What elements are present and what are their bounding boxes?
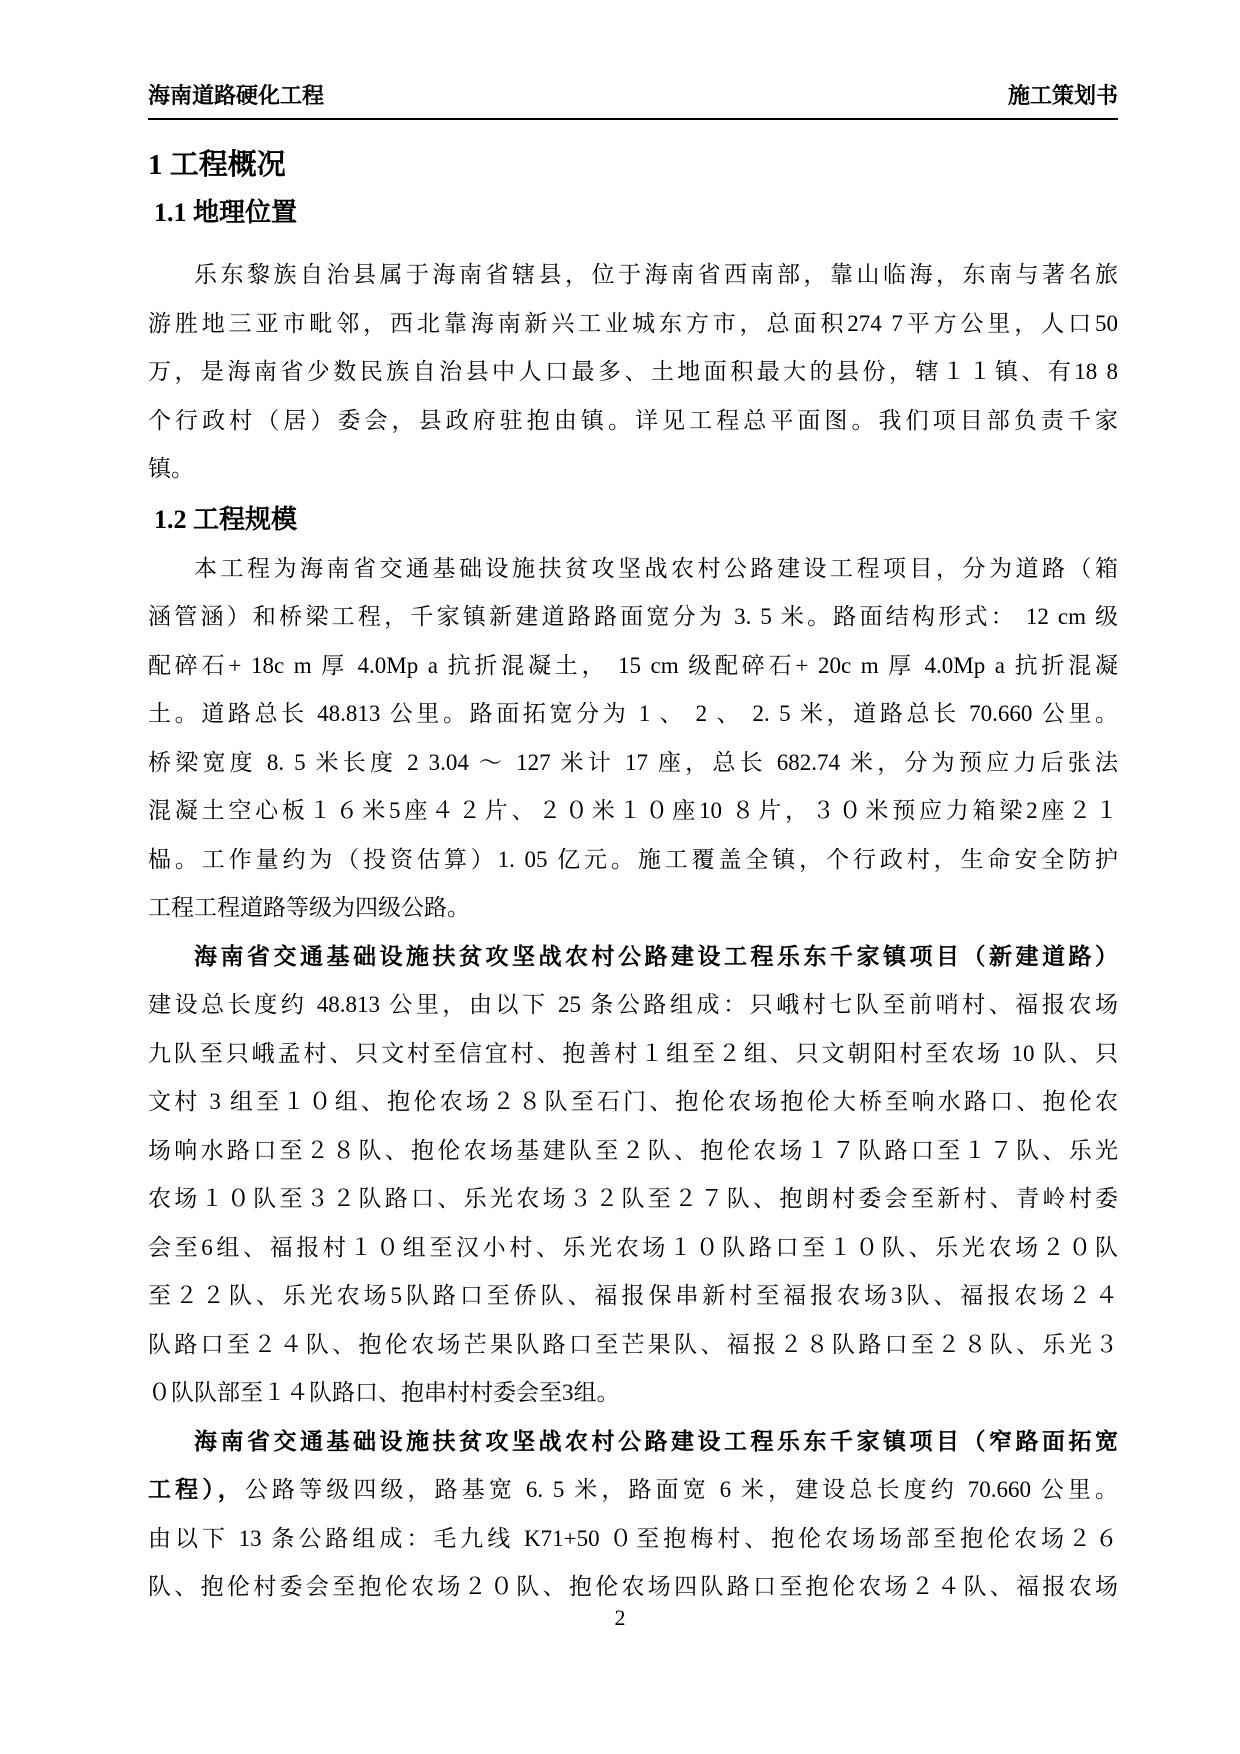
text-segment: 配碎石+ 18c m 厚 4.0Mp a 抗折混凝土， 15 cm 级配碎石+ 20c m 厚 4.0Mp a 抗折混凝 bbox=[148, 652, 1118, 678]
text-segment: 队、抱伦村委会至抱伦农场２０队、抱伦农场四队路口至抱伦农场２４队、福报农场 bbox=[148, 1574, 1118, 1599]
text-line bbox=[148, 739, 1118, 788]
text-line bbox=[148, 1466, 1118, 1515]
text-line bbox=[148, 1175, 1118, 1224]
text-line bbox=[148, 300, 1118, 349]
text-segment: 万，是海南省少数民族自治县中人口最多、土地面积最大的县份，辖１１镇、有18 8 bbox=[148, 359, 1118, 384]
text-line bbox=[148, 787, 1118, 836]
text-segment: 乐东黎族自治县属于海南省辖县，位于海南省西南部，靠山临海，东南与著名旅 bbox=[194, 262, 1118, 287]
text-segment: 场响水路口至２８队、抱伦农场基建队至２队、抱伦农场１７队路口至１７队、乐光 bbox=[148, 1137, 1118, 1163]
text-segment: 土。道路总长 48.813 公里。路面拓宽分为 1 、 2 、 2. 5 米，道路总长 70.660 公里。 bbox=[148, 701, 1118, 726]
text-segment: 建设总长度约 48.813 公里，由以下 25 条公路组成：只峨村七队至前哨村、福报农场 bbox=[148, 992, 1118, 1017]
text-line bbox=[148, 1369, 1118, 1418]
text-line bbox=[148, 981, 1118, 1030]
text-segment: 会至6组、福报村１０组至汉小村、乐光农场１０队路口至１０队、乐光农场２０队 bbox=[148, 1234, 1118, 1260]
text-line bbox=[148, 836, 1118, 885]
bold-text-segment: 海南省交通基础设施扶贫攻坚战农村公路建设工程乐东千家镇项目（窄路面拓宽 bbox=[194, 1428, 1118, 1454]
bold-text-segment: 工程）， bbox=[148, 1477, 245, 1502]
paragraph-location bbox=[148, 251, 1118, 494]
text-segment: 榀。工作量约为（投资估算）1. 05 亿元。施工覆盖全镇，个行政村，生命安全防护 bbox=[148, 846, 1118, 872]
text-segment: 至２２队、乐光农场5队路口至侨队、福报保串新村至福报农场3队、福报农场２４ bbox=[148, 1283, 1118, 1308]
text-segment: 队路口至２４队、抱伦农场芒果队路口至芒果队、福报２８队路口至２８队、乐光３ bbox=[148, 1331, 1118, 1357]
bold-text-segment: 海南省交通基础设施扶贫攻坚战农村公路建设工程乐东千家镇项目（新建道路） bbox=[194, 943, 1118, 969]
text-segment: ０队队部至１４队路口、抱串村村委会至3组。 bbox=[148, 1380, 620, 1405]
page-number: 2 bbox=[614, 1605, 626, 1630]
text-line bbox=[148, 1515, 1118, 1564]
text-line bbox=[148, 1418, 1118, 1467]
text-segment: 由以下 13 条公路组成：毛九线 K71+50 ０至抱梅村、抱伦农场场部至抱伦农场２６ bbox=[148, 1525, 1118, 1551]
paragraph-widening bbox=[148, 1418, 1118, 1612]
text-segment: 九队至只峨孟村、只文村至信宜村、抱善村１组至２组、只文朝阳村至农场 10 队、只 bbox=[148, 1040, 1118, 1066]
text-line bbox=[148, 251, 1118, 300]
section-heading-1-2: 1.2 工程规模 bbox=[154, 504, 298, 534]
text-segment: 桥梁宽度 8. 5 米长度 2 3.04 ～ 127 米计 17 座，总长 682.74 米，分为预应力后张法 bbox=[148, 749, 1118, 775]
text-line bbox=[148, 1321, 1118, 1370]
page-footer bbox=[0, 1603, 1240, 1633]
text-line bbox=[148, 1078, 1118, 1127]
text-line bbox=[148, 397, 1118, 446]
text-segment: 工程工程道路等级为四级公路。 bbox=[148, 895, 470, 920]
text-line bbox=[148, 348, 1118, 397]
text-line bbox=[148, 690, 1118, 739]
text-line bbox=[148, 1030, 1118, 1079]
text-segment: 混凝土空心板１６米5座４２片、２０米１０座10 ８片，３０米预应力箱梁2座２１ bbox=[148, 798, 1118, 823]
text-segment: 本工程为海南省交通基础设施扶贫攻坚战农村公路建设工程项目，分为道路（箱 bbox=[194, 555, 1118, 581]
document-body bbox=[148, 121, 1118, 1612]
text-segment: 镇。 bbox=[148, 456, 194, 481]
text-line bbox=[148, 545, 1118, 594]
text-line bbox=[148, 445, 1118, 494]
text-segment: 游胜地三亚市毗邻，西北靠海南新兴工业城东方市，总面积274 7平方公里，人口50 bbox=[148, 310, 1118, 336]
text-segment: 个行政村（居）委会，县政府驻抱由镇。详见工程总平面图。我们项目部负责千家 bbox=[148, 407, 1118, 433]
text-line bbox=[148, 1272, 1118, 1321]
paragraph-new-roads bbox=[148, 933, 1118, 1418]
text-segment: 文村 3 组至１０组、抱伦农场２８队至石门、抱伦农场抱伦大桥至响水路口、抱伦农 bbox=[148, 1089, 1118, 1114]
text-line bbox=[148, 642, 1118, 691]
section-heading-1-1: 1.1 地理位置 bbox=[154, 198, 298, 227]
text-segment: 涵管涵）和桥梁工程，千家镇新建道路路面宽分为 3. 5 米。路面结构形式： 12 cm 级 bbox=[148, 604, 1118, 629]
header-right-title: 施工策划书 bbox=[1007, 83, 1118, 108]
text-line bbox=[148, 1127, 1118, 1176]
text-segment: 公路等级四级，路基宽 6. 5 米，路面宽 6 米，建设总长度约 70.660 公里。 bbox=[244, 1477, 1119, 1502]
text-segment: 农场１０队至３２队路口、乐光农场３２队至２７队、抱朗村委会至新村、青岭村委 bbox=[148, 1186, 1118, 1211]
text-line bbox=[148, 1224, 1118, 1273]
page-header bbox=[148, 82, 1118, 120]
section-heading-1: 1 工程概况 bbox=[148, 149, 286, 181]
text-line bbox=[148, 933, 1118, 982]
text-line bbox=[148, 884, 1118, 933]
header-left-title: 海南道路硬化工程 bbox=[148, 83, 325, 108]
text-line bbox=[148, 593, 1118, 642]
paragraph-scale bbox=[148, 545, 1118, 933]
